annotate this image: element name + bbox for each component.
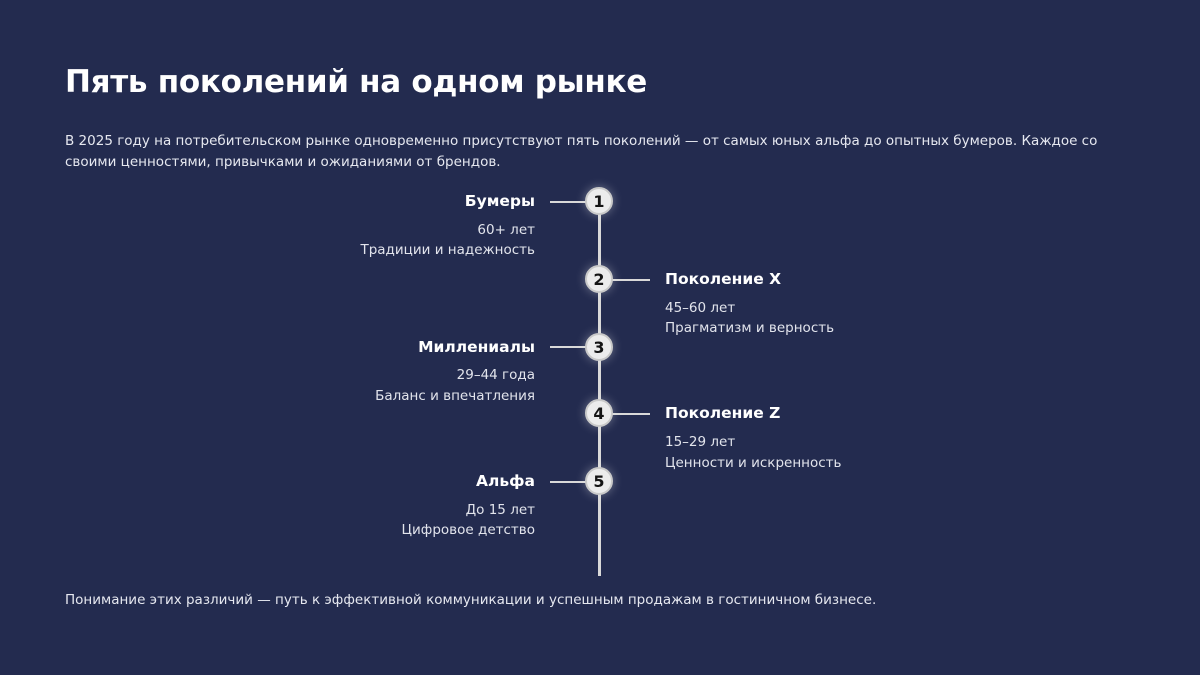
connector-1 <box>550 201 590 203</box>
timeline-node-3: 3 <box>585 333 613 361</box>
connector-2 <box>610 279 650 281</box>
connector-4 <box>610 413 650 415</box>
generation-age-4: 15–29 лет <box>665 434 736 450</box>
intro-text: В 2025 году на потребительском рынке одновременно присутствуют пять поколений — от самых юных альфа до опытных бумеров. Каждое со своими ценностями, привычками и ожиданиями от брендов. <box>65 133 1098 170</box>
generation-name-2: Поколение X <box>665 270 782 288</box>
generation-values-2: Прагматизм и верность <box>665 320 835 336</box>
generation-age-3: 29–44 года <box>456 367 535 383</box>
generation-values-4: Ценности и искренность <box>665 455 842 471</box>
timeline-node-5: 5 <box>585 467 613 495</box>
generation-name-1: Бумеры <box>464 192 535 210</box>
generation-name-4: Поколение Z <box>665 404 781 422</box>
timeline-node-4: 4 <box>585 399 613 427</box>
generation-age-2: 45–60 лет <box>665 300 736 316</box>
generation-age-1: 60+ лет <box>477 222 535 238</box>
timeline-node-1: 1 <box>585 187 613 215</box>
page-title: Пять поколений на одном рынке <box>65 64 647 100</box>
generation-name-5: Альфа <box>476 472 535 490</box>
generation-values-5: Цифровое детство <box>401 522 535 538</box>
timeline-node-2: 2 <box>585 265 613 293</box>
generation-age-5: До 15 лет <box>465 502 535 518</box>
footer-text: Понимание этих различий — путь к эффективной коммуникации и успешным продажам в гостиничном бизнесе. <box>65 592 877 608</box>
timeline-line <box>598 202 601 576</box>
connector-3 <box>550 346 590 348</box>
generation-name-3: Миллениалы <box>418 338 535 356</box>
generation-values-1: Традиции и надежность <box>360 242 535 258</box>
connector-5 <box>550 481 590 483</box>
generation-values-3: Баланс и впечатления <box>375 388 535 404</box>
